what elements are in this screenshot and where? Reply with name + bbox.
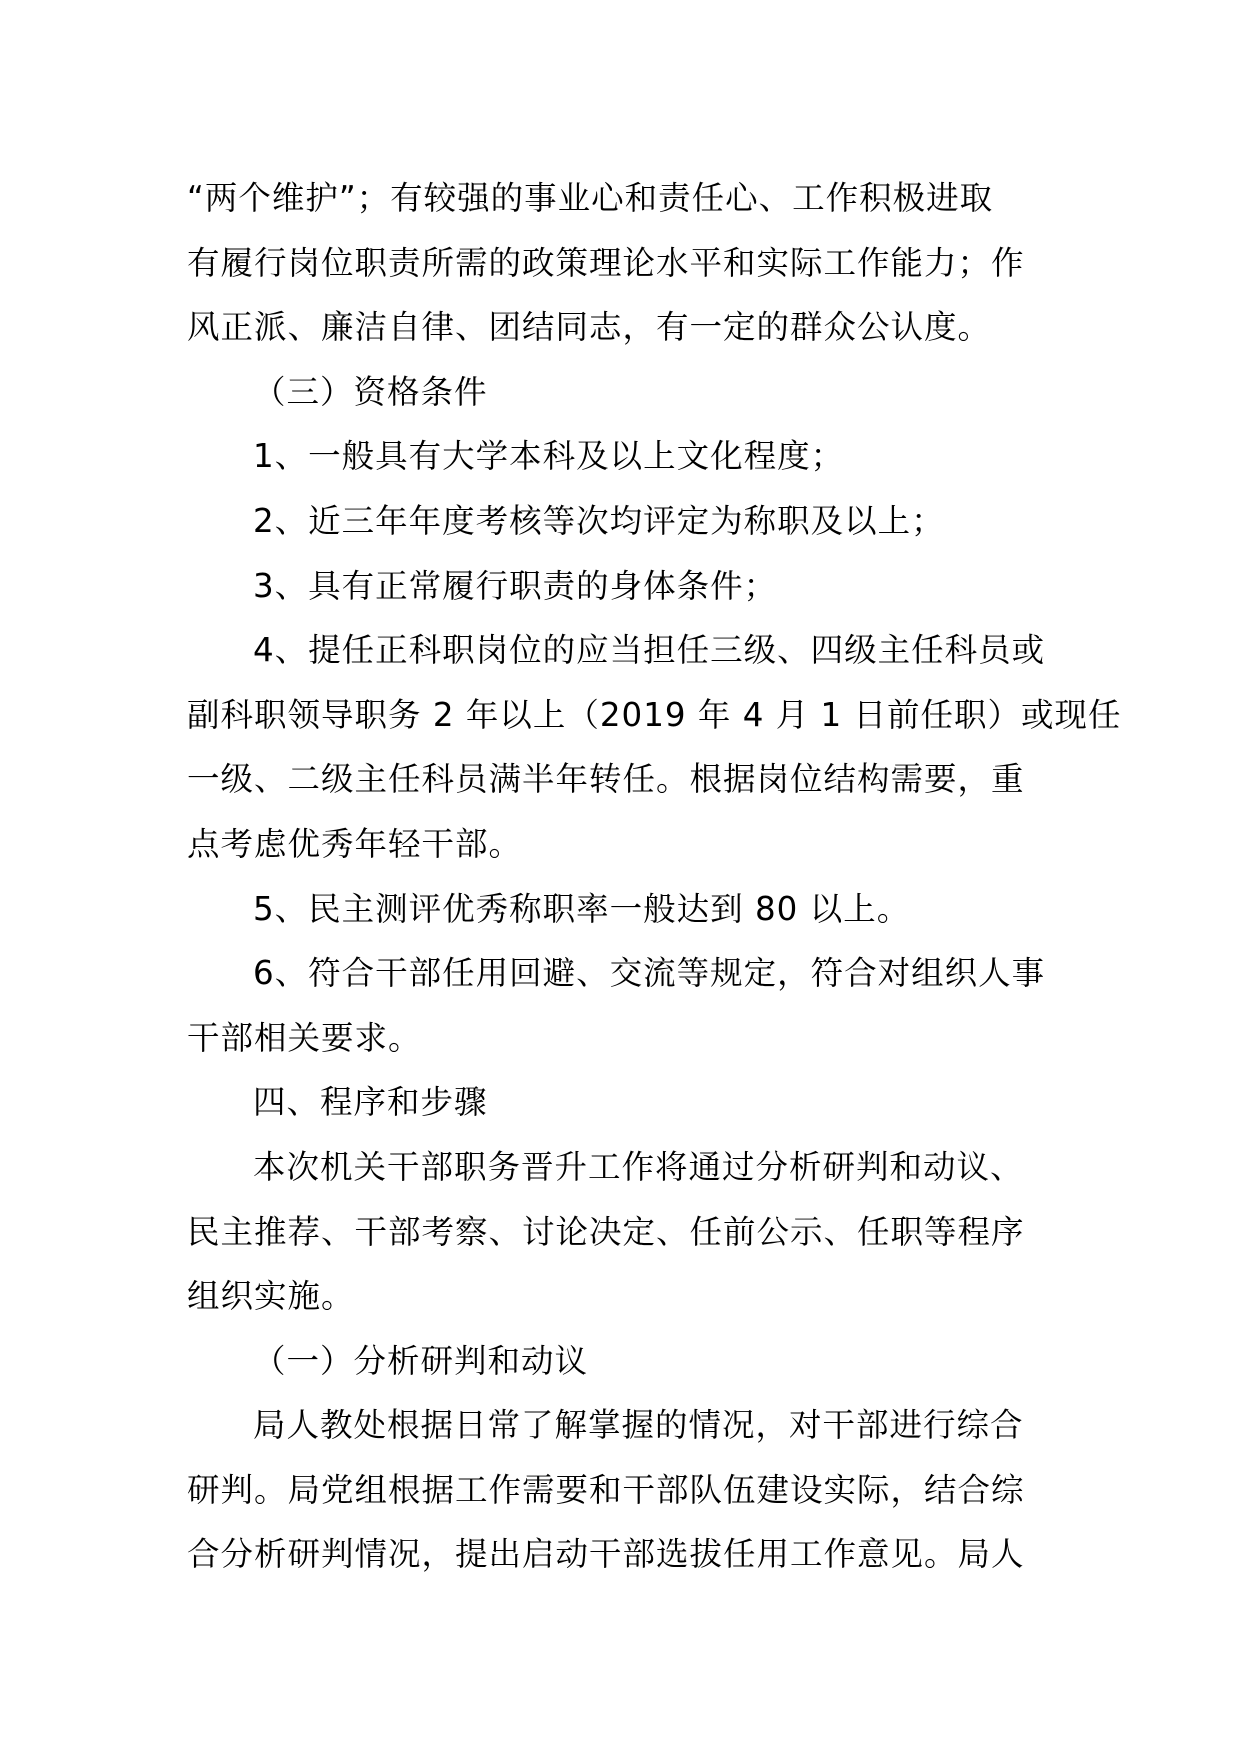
paragraph-qualifications-continued <box>187 166 1057 360</box>
section-heading-procedure: 四、程序和步骤 <box>253 1083 488 1122</box>
text-line: “两个维护”；有较强的事业心和责任心、工作积极进取 <box>187 179 994 217</box>
list-item-4 <box>187 618 1122 876</box>
paragraph-procedure-intro <box>187 1135 1057 1329</box>
text-line: 6、符合干部任用回避、交流等规定，符合对组织人事 <box>253 954 1046 993</box>
text-line: 本次机关干部职务晋升工作将通过分析研判和动议、 <box>253 1147 1024 1186</box>
section-heading-eligibility: （三）资格条件 <box>253 372 488 411</box>
text-line: 民主推荐、干部考察、讨论决定、任前公示、任职等程序 <box>187 1212 1025 1251</box>
text-line: 4、提任正科职岗位的应当担任三级、四级主任科员或 <box>253 631 1046 670</box>
text-line: 局人教处根据日常了解掌握的情况，对干部进行综合 <box>253 1406 1024 1445</box>
document-body <box>187 166 1122 1587</box>
text-line: 有履行岗位职责所需的政策理论水平和实际工作能力；作 <box>187 243 1025 282</box>
list-item-5: 5、民主测评优秀称职率一般达到 80 以上。 <box>253 889 911 928</box>
text-line: 风正派、廉洁自律、团结同志，有一定的群众公认度。 <box>187 308 992 347</box>
text-line: 合分析研判情况，提出启动干部选拔任用工作意见。局人 <box>187 1535 1025 1574</box>
text-line: 副科职领导职务 2 年以上（2019 年 4 月 1 日前任职）或现任 <box>187 695 1122 734</box>
list-item-3: 3、具有正常履行职责的身体条件； <box>253 566 778 605</box>
list-item-2: 2、近三年年度考核等次均评定为称职及以上； <box>253 501 945 540</box>
text-line: 干部相关要求。 <box>187 1018 422 1057</box>
text-line: 一级、二级主任科员满半年转任。根据岗位结构需要，重 <box>187 760 1025 799</box>
text-line: 组织实施。 <box>187 1277 355 1316</box>
text-line: 点考虑优秀年轻干部。 <box>187 824 523 863</box>
paragraph-analysis <box>187 1393 1057 1587</box>
text-line: 研判。局党组根据工作需要和干部队伍建设实际，结合综 <box>187 1470 1025 1509</box>
list-item-1: 1、一般具有大学本科及以上文化程度； <box>253 437 845 476</box>
section-heading-analysis: （一）分析研判和动议 <box>253 1341 589 1380</box>
list-item-6 <box>187 941 1057 1070</box>
